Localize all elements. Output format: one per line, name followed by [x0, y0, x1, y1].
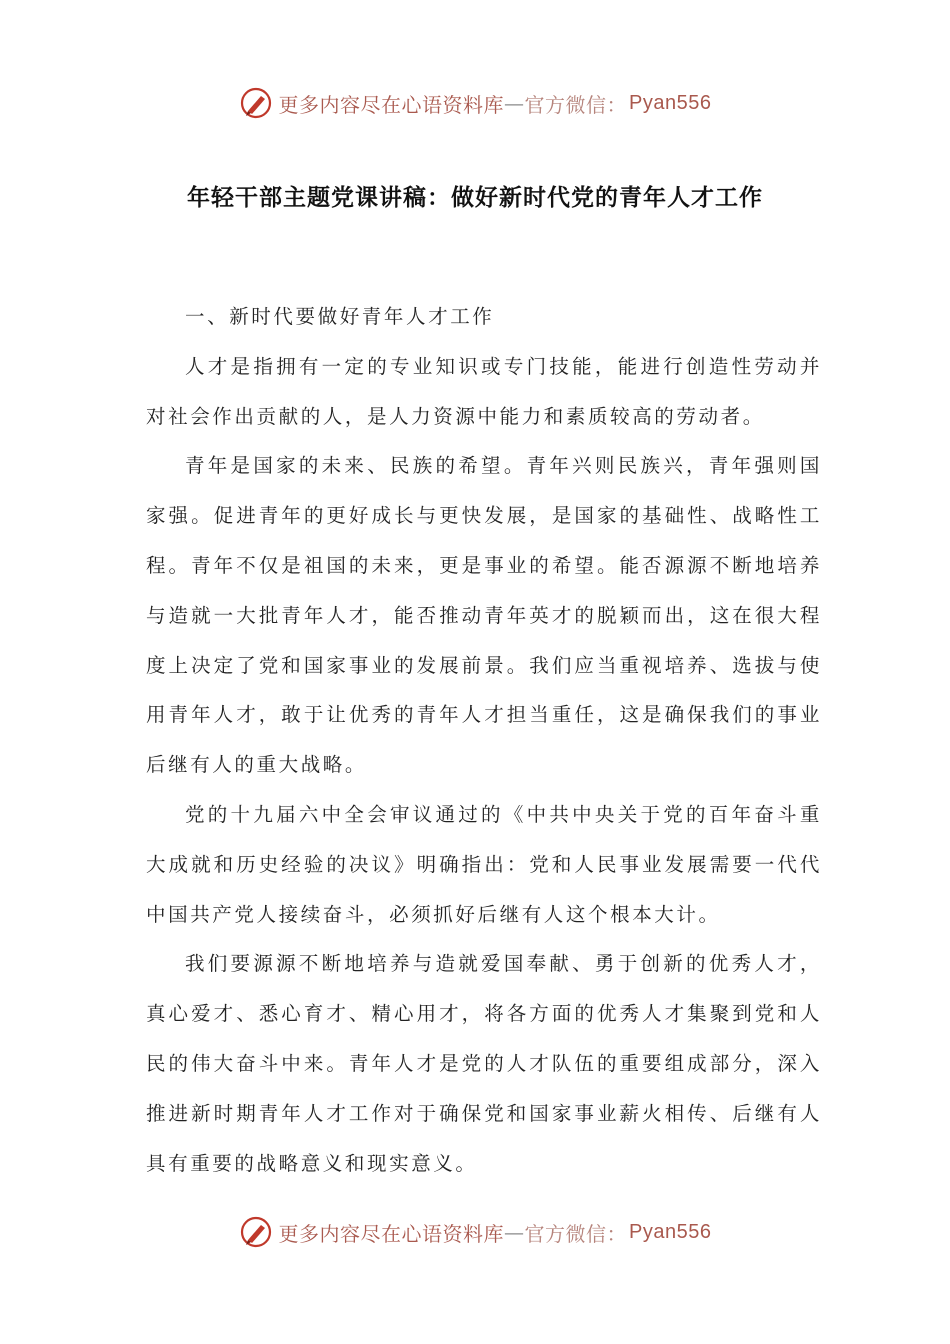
banner-wechat-id: Pyan556 — [629, 1220, 712, 1243]
pen-logo-icon — [239, 86, 273, 120]
section-heading: 一、新时代要做好青年人才工作 — [185, 305, 495, 328]
banner-separator: — — [504, 1220, 525, 1244]
banner-wechat-id: Pyan556 — [629, 91, 712, 114]
paragraph: 我们要源源不断地培养与造就爱国奉献、勇于创新的优秀人才，真心爱才、悉心育才、精心用才，将各方面的优秀人才集聚到党和人民的伟大奋斗中来。青年人才是党的人才队伍的重要组成部分，深入推进新时期青年人才工作对于确保党和国家事业薪火相传、后继有人具有重要的战略意义和现实意义。 — [146, 952, 822, 1175]
banner-channel: 官方微信： — [524, 1221, 628, 1246]
document-body — [146, 292, 822, 1188]
banner-channel: 官方微信： — [524, 92, 628, 117]
banner-separator: — — [504, 91, 525, 115]
paragraph: 人才是指拥有一定的专业知识或专门技能，能进行创造性劳动并对社会作出贡献的人，是人力资源中能力和素质较高的劳动者。 — [146, 354, 822, 428]
footer-banner — [0, 1212, 950, 1252]
pen-logo-icon — [239, 1215, 273, 1249]
banner-brand: 更多内容尽在心语资料库 — [278, 92, 505, 117]
document-title: 年轻干部主题党课讲稿：做好新时代党的青年人才工作 — [187, 184, 763, 211]
banner-brand: 更多内容尽在心语资料库 — [278, 1221, 505, 1246]
paragraph: 党的十九届六中全会审议通过的《中共中央关于党的百年奋斗重大成就和历史经验的决议》明确指出：党和人民事业发展需要一代代中国共产党人接续奋斗，必须抓好后继有人这个根本大计。 — [146, 802, 822, 926]
paragraph: 青年是国家的未来、民族的希望。青年兴则民族兴，青年强则国家强。促进青年的更好成长与更快发展，是国家的基础性、战略性工程。青年不仅是祖国的未来，更是事业的希望。能否源源不断地培养与造就一大批青年人才，能否推动青年英才的脱颖而出，这在很大程度上决定了党和国家事业的发展前景。我们应当重视培养、选拔与使用青年人才，敢于让优秀的青年人才担当重任，这是确保我们的事业后继有人的重大战略。 — [146, 454, 822, 777]
header-banner — [0, 83, 950, 123]
